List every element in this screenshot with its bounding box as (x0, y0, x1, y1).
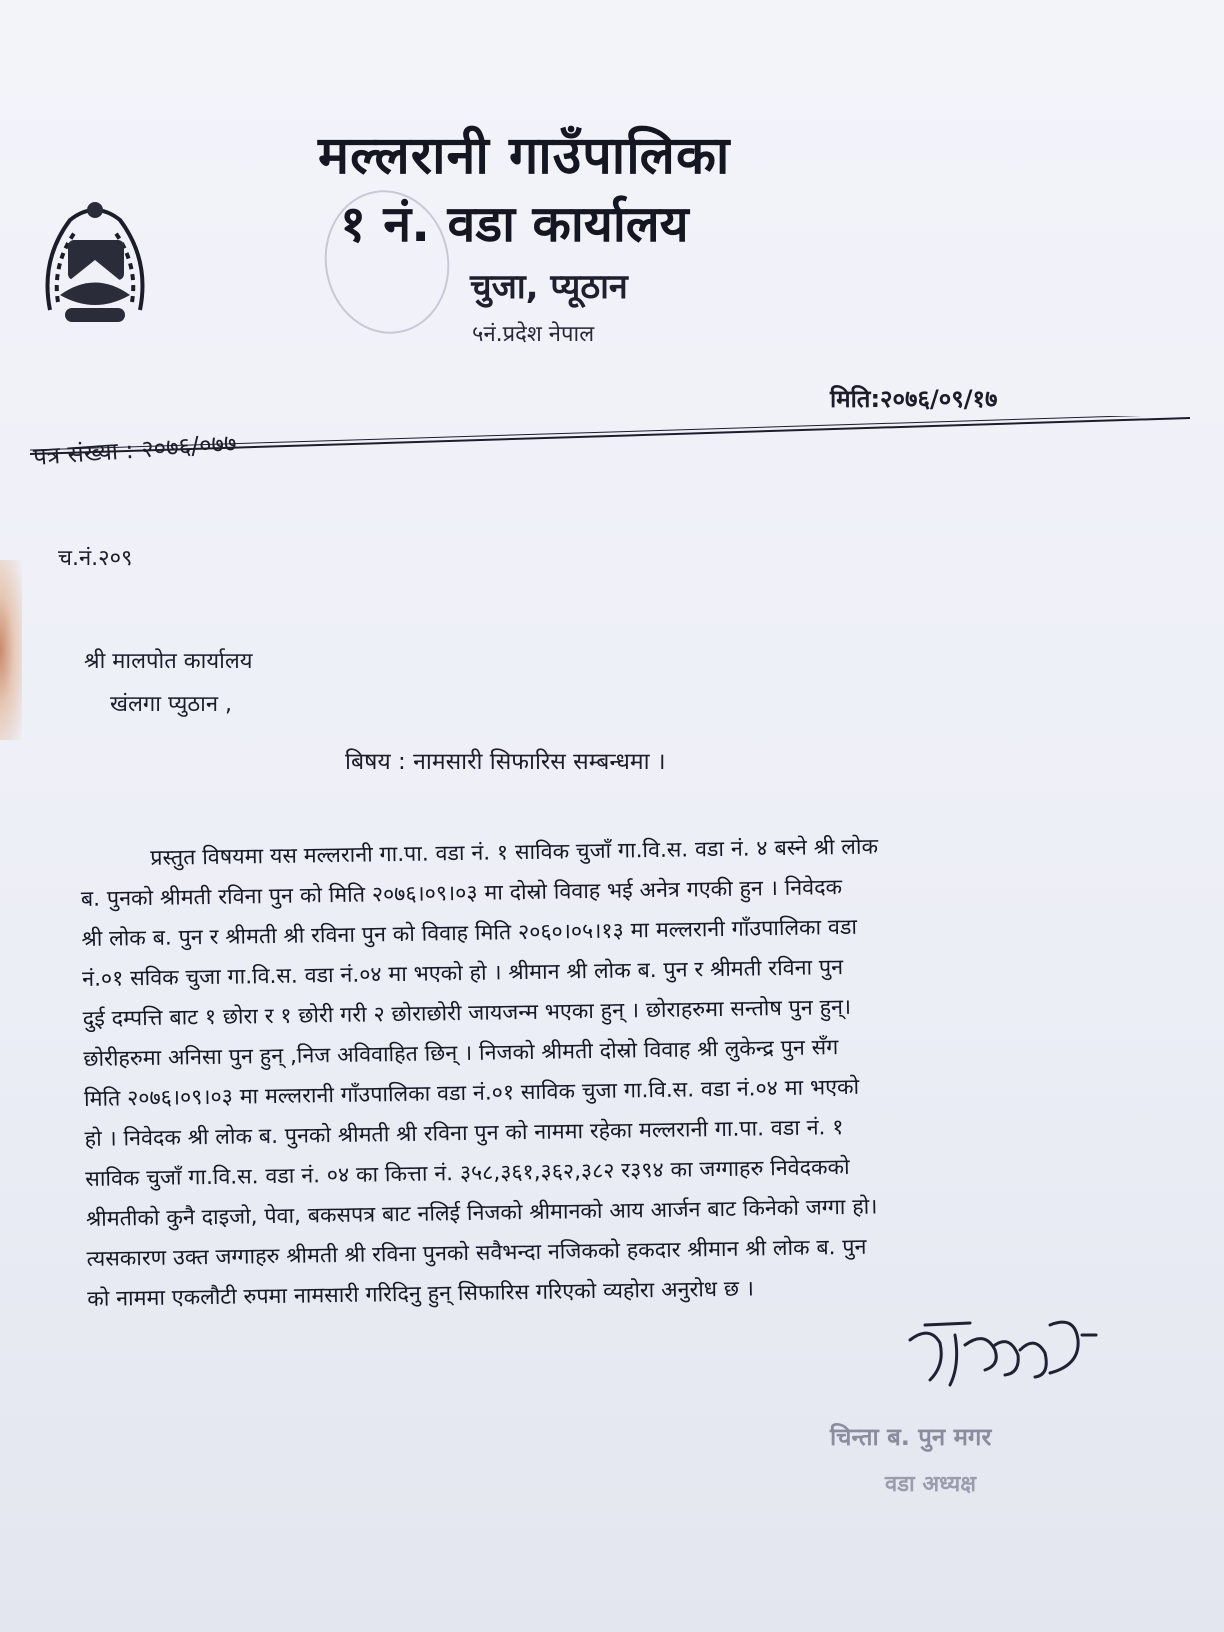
letter-date: मिति:२०७६/०९/१७ (830, 385, 998, 413)
signatory-name-stamp: चिन्ता ब. पुन मगर (830, 1423, 992, 1451)
ward-office-title: १ नं. वडा कार्यालय (340, 195, 689, 253)
office-location: चुजा, प्यूठान (470, 267, 628, 307)
letter-reference-number: पत्र संख्या : २०७६/०७७ (32, 428, 238, 471)
body-line: प्रस्तुत विषयमा यस मल्लरानी गा.पा. वडा नं. १ साविक चुजाँ गा.वि.स. वडा नं. ४ बस्ने श्री लोक (150, 834, 879, 871)
body-line: मिति २०७६।०९।०३ मा मल्लरानी गाँउपालिका वडा नं.०१ साविक चुजा गा.वि.स. वडा नं.०४ मा भएको (83, 1074, 860, 1112)
body-line: श्रीमतीको कुनै दाइजो, पेवा, बकसपत्र बाट नलिई निजको श्रीमानको आय आर्जन बाट किनेको जग्गा हो। (85, 1194, 878, 1232)
handwritten-signature-icon (900, 1305, 1100, 1395)
letter-subject: बिषय : नामसारी सिफारिस सम्बन्धमा । (345, 749, 666, 775)
signatory-title-stamp: वडा अध्यक्ष (885, 1472, 976, 1497)
dispatch-number: च.नं.२०९ (58, 546, 133, 571)
body-line: छोरीहरुमा अनिसा पुन हुन् ,निज अविवाहित छिन् । निजको श्रीमती दोस्रो विवाह श्री लुकेन्द्र पुन सँग (83, 1035, 839, 1072)
body-line: साविक चुजाँ गा.वि.स. वडा नं. ०४ का कित्ता नं. ३५८,३६१,३६२,३८२ र३९४ का जग्गाहरु निवेदकको (85, 1154, 850, 1192)
recipient-location: खंलगा प्युठान , (110, 692, 233, 717)
body-line: हो । निवेदक श्री लोक ब. पुनको श्रीमती श्री रविना पुन को नाममा रहेका मल्लरानी गा.पा. वडा नं. १ (84, 1115, 844, 1152)
body-line: नं.०१ सविक चुजा गा.वि.स. वडा नं.०४ मा भएको हो । श्रीमान श्री लोक ब. पुन र श्रीमती रविना पुन (81, 955, 844, 992)
province-line: ५नं.प्रदेश नेपाल (472, 322, 595, 347)
body-line: दुई दम्पत्ति बाट १ छोरा र १ छोरी गरी २ छोराछोरी जायजन्म भएका हुन् । छोराहरुमा सन्तोष पुन हुन्। (82, 994, 852, 1032)
body-line: त्यसकारण उक्त जग्गाहरु श्रीमती श्री रविना पुनको सवैभन्दा नजिकको हकदार श्रीमान श्री लोक ब. पुन (86, 1234, 867, 1272)
body-line: श्री लोक ब. पुन र श्रीमती श्री रविना पुन को विवाह मिति २०६०।०५।१३ मा मल्लरानी गाँउपालिका वडा (81, 914, 858, 952)
recipient-office: श्री मालपोत कार्यालय (84, 649, 253, 674)
page-edge-shadow (0, 560, 22, 740)
municipality-title: मल्लरानी गाउँपालिका (318, 126, 731, 186)
nepal-government-emblem-icon (30, 190, 160, 340)
letter-body (80, 823, 1147, 1320)
body-line: को नाममा एकलौटी रुपमा नामसारी गरिदिनु हुन् सिफारिस गरिएको व्यहोरा अनुरोध छ । (87, 1276, 755, 1312)
body-line: ब. पुनको श्रीमती रविना पुन को मिति २०७६।०९।०३ मा दोस्रो विवाह भई अनेत्र गएकी हुन । निवेदक (80, 875, 843, 912)
